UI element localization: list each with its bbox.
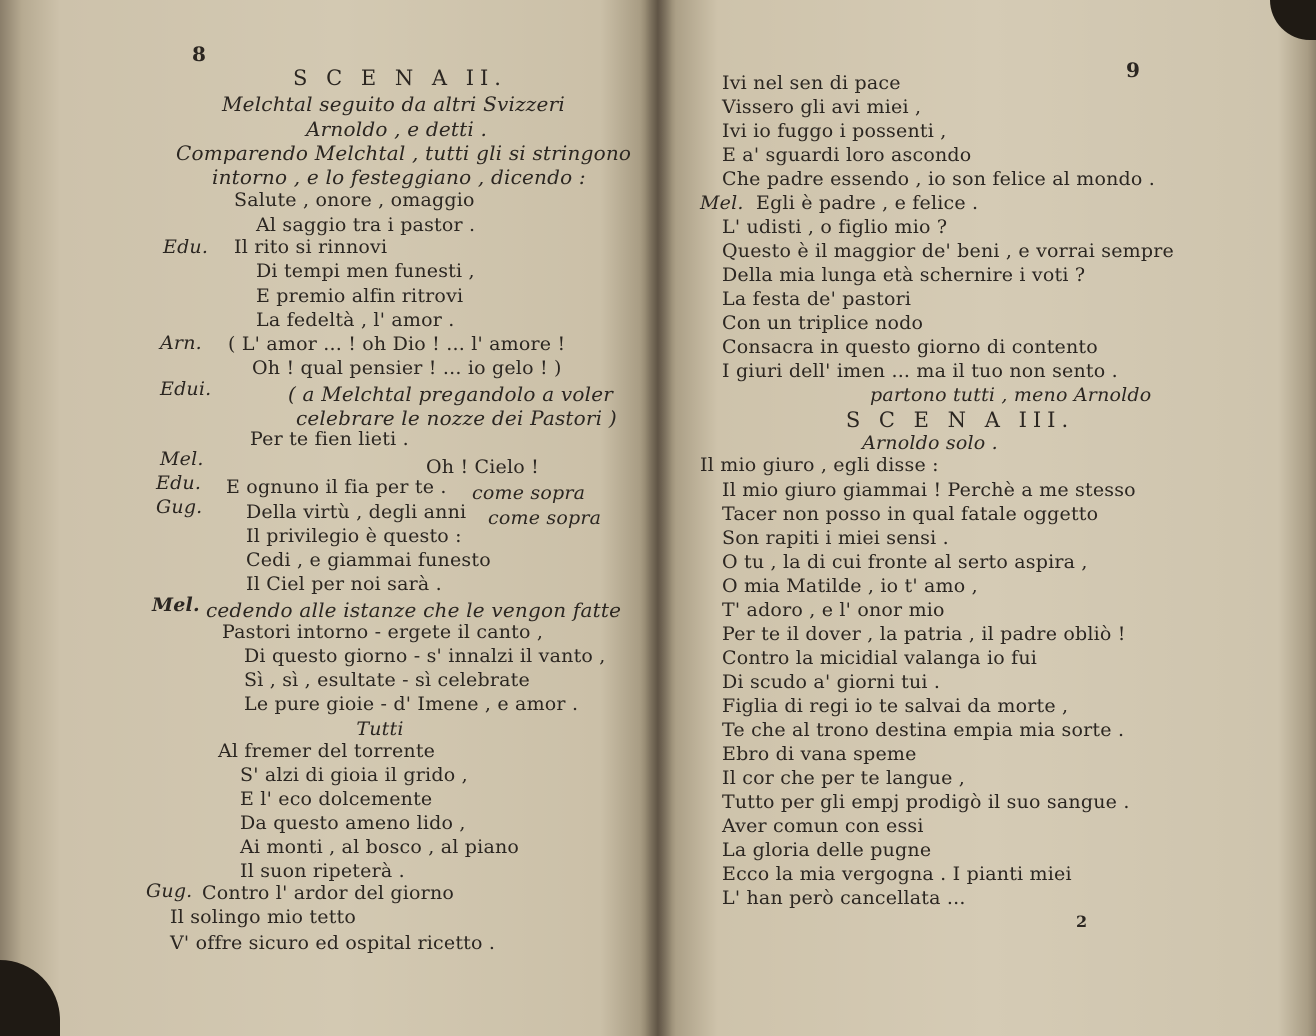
verse-line: Da questo ameno lido , — [240, 812, 466, 834]
speaker-label: Gug. — [146, 880, 193, 902]
verse-line: Tutto per gli empj prodigò il suo sangue . — [722, 791, 1130, 813]
book-gutter — [640, 0, 676, 1036]
page-number-right: 9 — [1126, 58, 1140, 82]
stage-direction: Arnoldo , e detti . — [306, 117, 488, 141]
stage-direction: cedendo alle istanze che le vengon fatte — [206, 598, 622, 622]
verse-line: E ognuno il fia per te . — [226, 476, 447, 498]
verse-line: Il Ciel per noi sarà . — [246, 573, 442, 595]
verse-line: Per te fien lieti . — [250, 428, 409, 450]
verse-line: ( L' amor ... ! oh Dio ! ... l' amore ! — [228, 333, 566, 355]
verse-line: Il mio giuro , egli disse : — [700, 454, 939, 476]
speaker-label: Edu. — [163, 236, 209, 258]
verse-line: Della virtù , degli anni — [246, 501, 467, 523]
verse-line: Sì , sì , esultate - sì celebrate — [244, 669, 530, 691]
speaker-label: Edui. — [160, 378, 212, 400]
verse-line: T' adoro , e l' onor mio — [722, 599, 945, 621]
stage-direction: Comparendo Melchtal , tutti gli si stringono — [176, 141, 632, 165]
speaker-label: Gug. — [156, 496, 203, 518]
verse-line: Il cor che per te langue , — [722, 767, 965, 789]
verse-line: O tu , la di cui fronte al serto aspira , — [722, 551, 1088, 573]
verse-line: L' han però cancellata ... — [722, 887, 966, 909]
verse-line: Vissero gli avi miei , — [722, 96, 922, 118]
verse-line: Contro l' ardor del giorno — [202, 882, 455, 904]
verse-line: Figlia di regi io te salvai da morte , — [722, 695, 1069, 717]
verse-line: Aver comun con essi — [722, 815, 924, 837]
speaker-label: Arn. — [160, 332, 202, 354]
verse-line: E premio alfin ritrovi — [256, 285, 464, 307]
verse-line: Salute , onore , omaggio — [234, 189, 475, 211]
verse-line: L' udisti , o figlio mio ? — [722, 216, 948, 238]
verse-line: Ebro di vana speme — [722, 743, 917, 765]
verse-line: Che padre essendo , io son felice al mondo . — [722, 168, 1156, 190]
verse-line: Il suon ripeterà . — [240, 860, 405, 882]
verse-line: Ivi nel sen di pace — [722, 72, 901, 94]
chorus-label: Tutti — [356, 718, 404, 740]
verse-line: Oh ! Cielo ! — [426, 456, 539, 478]
scene-heading: S C E N A III. — [845, 408, 1075, 432]
verse-line: O mia Matilde , io t' amo , — [722, 575, 978, 597]
right-page — [658, 0, 1316, 1036]
verse-line: Son rapiti i miei sensi . — [722, 527, 949, 549]
verse-line: Le pure gioie - d' Imene , e amor . — [244, 693, 579, 715]
verse-line: Il solingo mio tetto — [170, 906, 357, 928]
verse-line: La fedeltà , l' amor . — [256, 309, 455, 331]
speaker-label: Mel. — [160, 448, 204, 470]
speaker-label: Mel. — [700, 192, 744, 214]
verse-line: Di scudo a' giorni tui . — [722, 671, 941, 693]
verse-line: Di questo giorno - s' innalzi il vanto , — [244, 645, 606, 667]
verse-line: Ecco la mia vergogna . I pianti miei — [722, 863, 1072, 885]
scene-heading: S C E N A II. — [293, 66, 507, 90]
verse-line: Te che al trono destina empia mia sorte . — [722, 719, 1125, 741]
verse-line: Contro la micidial valanga io fui — [722, 647, 1038, 669]
verse-line: Il privilegio è questo : — [246, 525, 462, 547]
verse-line: Con un triplice nodo — [722, 312, 924, 334]
verse-line: Egli è padre , e felice . — [756, 192, 979, 214]
verse-line: Per te il dover , la patria , il padre obliò ! — [722, 623, 1126, 645]
verse-line: Al fremer del torrente — [218, 740, 436, 762]
verse-line: Cedi , e giammai funesto — [246, 549, 491, 571]
speaker-label: Mel. — [152, 594, 200, 616]
verse-line: S' alzi di gioia il grido , — [240, 764, 468, 786]
verse-line: La festa de' pastori — [722, 288, 912, 310]
verse-line: Di tempi men funesti , — [256, 260, 475, 282]
verse-line: Il mio giuro giammai ! Perchè a me stesso — [722, 479, 1136, 501]
verse-line: Della mia lunga età schernire i voti ? — [722, 264, 1086, 286]
verse-line: Pastori intorno - ergete il canto , — [222, 621, 544, 643]
verse-line: Al saggio tra i pastor . — [256, 214, 476, 236]
stage-direction: Melchtal seguito da altri Svizzeri — [222, 92, 565, 116]
verse-line: Oh ! qual pensier ! ... io gelo ! ) — [252, 357, 562, 379]
speaker-label: Edu. — [156, 472, 202, 494]
page-number-left: 8 — [192, 42, 206, 66]
verse-line: La gloria delle pugne — [722, 839, 932, 861]
stage-direction: partono tutti , meno Arnoldo — [870, 384, 1152, 406]
stage-direction: ( a Melchtal pregandolo a voler — [288, 382, 614, 406]
signature-mark: 2 — [1076, 912, 1088, 931]
verse-line: Ai monti , al bosco , al piano — [240, 836, 520, 858]
verse-line: Consacra in questo giorno di contento — [722, 336, 1098, 358]
stage-direction: Arnoldo solo . — [862, 432, 998, 454]
stage-direction: come sopra — [488, 507, 602, 529]
stage-direction: intorno , e lo festeggiano , dicendo : — [212, 165, 586, 189]
verse-line: E a' sguardi loro ascondo — [722, 144, 972, 166]
verse-line: Tacer non posso in qual fatale oggetto — [722, 503, 1099, 525]
verse-line: Questo è il maggior de' beni , e vorrai sempre — [722, 240, 1174, 262]
stage-direction: come sopra — [472, 482, 586, 504]
verse-line: Il rito si rinnovi — [234, 236, 388, 258]
stage-direction: celebrare le nozze dei Pastori ) — [296, 406, 617, 430]
verse-line: E l' eco dolcemente — [240, 788, 433, 810]
verse-line: Ivi io fuggo i possenti , — [722, 120, 947, 142]
verse-line: V' offre sicuro ed ospital ricetto . — [170, 932, 496, 954]
verse-line: I giuri dell' imen ... ma il tuo non sento . — [722, 360, 1118, 382]
